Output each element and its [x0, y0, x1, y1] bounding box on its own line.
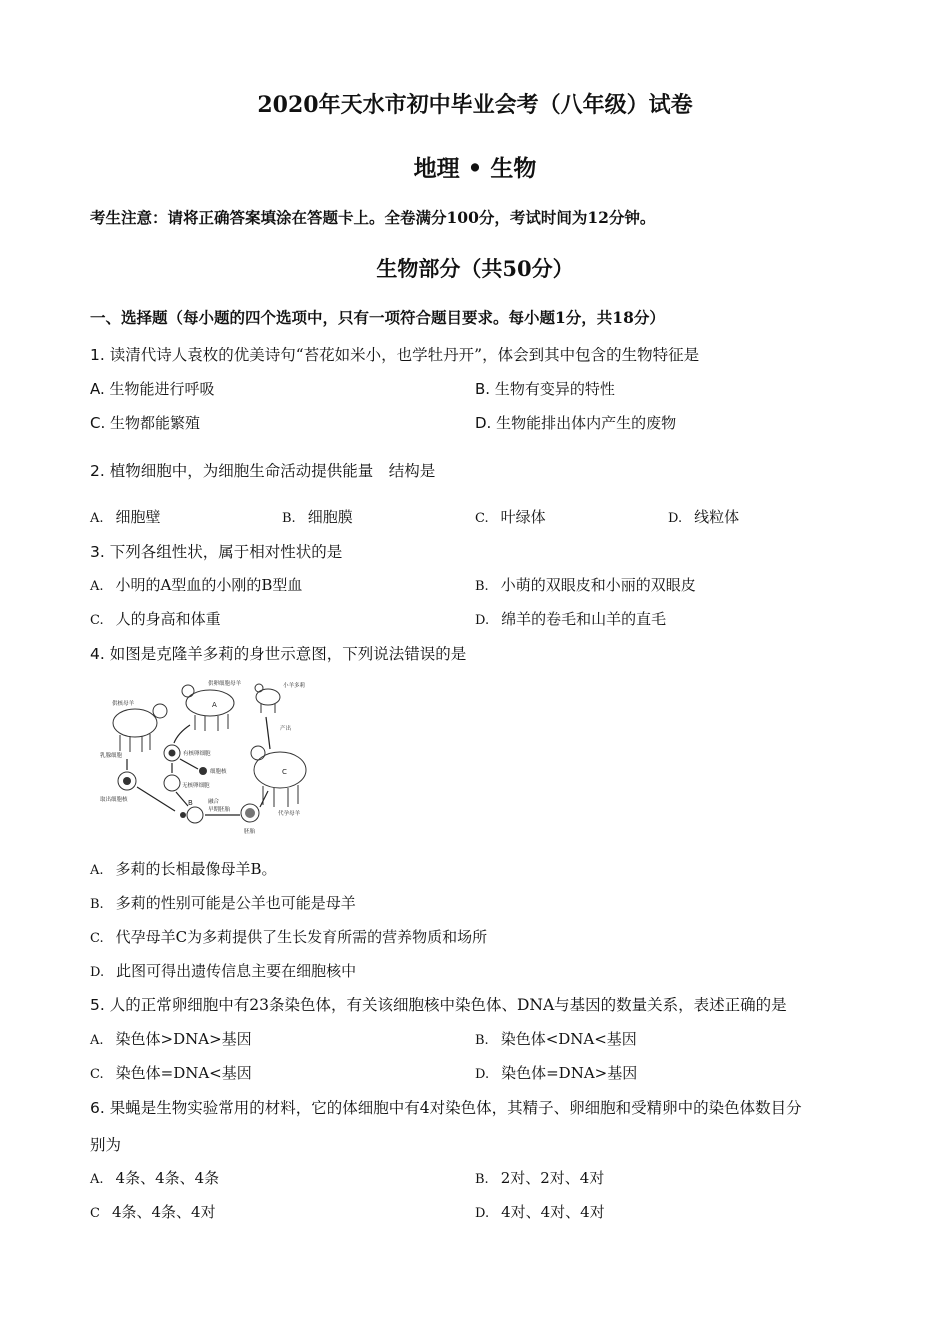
- embryo-core-icon: [245, 808, 255, 818]
- surrogate-sheep-icon: [251, 746, 306, 807]
- q1-option-d: D. 生物能排出体内产生的废物: [475, 414, 677, 432]
- q5-option-a: A. 染色体>DNA>基因: [90, 1030, 252, 1048]
- question-number: 2.: [90, 462, 105, 480]
- label-early-embryo: 早期胚胎: [208, 807, 231, 813]
- q3-option-c: C. 人的身高和体重: [90, 610, 221, 628]
- arrows: [127, 717, 270, 815]
- q6-option-b: B. 2对、2对、4对: [475, 1169, 605, 1187]
- question-number: 3.: [90, 543, 105, 561]
- question-text: 果蝇是生物实验常用的材料，它的体细胞中有4对染色体，其精子、卵细胞和受精卵中的染色体数目分: [109, 1099, 802, 1117]
- label-nucleus: 细胞核: [210, 769, 227, 775]
- question-number: 1.: [90, 346, 105, 364]
- label-b: B: [188, 799, 193, 807]
- label-birth: 产出: [280, 726, 292, 732]
- donor-sheep-icon: [113, 704, 167, 752]
- label-a: A: [212, 701, 217, 709]
- question-1: [90, 343, 699, 365]
- q1-option-c: C. 生物都能繁殖: [90, 414, 201, 432]
- label-extract-nucleus: 取出细胞核: [100, 797, 128, 803]
- label-lamb: 小羊多莉: [283, 683, 306, 689]
- q3-option-a: A. 小明的A型血的小刚的B型血: [90, 576, 303, 594]
- question-text: 人的正常卵细胞中有23条染色体，有关该细胞核中染色体、DNA与基因的数量关系，表述正确的是: [109, 996, 787, 1014]
- clone-sheep-diagram: [100, 675, 320, 835]
- q3-option-b: B. 小萌的双眼皮和小丽的双眼皮: [475, 576, 696, 594]
- q1-option-a: A. 生物能进行呼吸: [90, 380, 215, 398]
- label-mammary-cell: 乳腺细胞: [100, 753, 123, 759]
- question-text: 下列各组性状，属于相对性状的是: [109, 543, 343, 561]
- fused-cell-icon: [187, 807, 203, 823]
- question-text: 读清代诗人袁枚的优美诗句“苔花如米小，也学牡丹开”，体会到其中包含的生物特征是: [109, 346, 700, 364]
- label-surrogate: 代孕母羊: [278, 811, 301, 817]
- label-fusion: 融合: [208, 799, 220, 805]
- q6-option-c: C 4条、4条、4对: [90, 1203, 216, 1221]
- enucleated-egg-icon: [164, 775, 180, 791]
- q5-option-b: B. 染色体<DNA<基因: [475, 1030, 637, 1048]
- label-nucleated-egg: 有核卵细胞: [183, 751, 211, 757]
- egg-nucleus-icon: [169, 750, 176, 757]
- question-2: [90, 459, 435, 481]
- part-heading: 一、选择题（每小题的四个选项中，只有一项符合题目要求。每小题1分，共18分）: [90, 308, 665, 327]
- q2-option-b: B. 细胞膜: [282, 508, 353, 526]
- removed-nucleus-icon: [199, 767, 207, 775]
- question-3: [90, 540, 342, 562]
- egg-donor-sheep-icon: [182, 685, 234, 731]
- q4-option-d: D. 此图可得出遗传信息主要在细胞核中: [90, 962, 357, 980]
- question-text: 如图是克隆羊多莉的身世示意图，下列说法错误的是: [109, 645, 467, 663]
- lamb-icon: [255, 684, 280, 713]
- q4-option-c: C. 代孕母羊C为多莉提供了生长发育所需的营养物质和场所: [90, 928, 488, 946]
- label-c: C: [282, 768, 287, 776]
- q5-option-c: C. 染色体=DNA<基因: [90, 1064, 252, 1082]
- q3-option-d: D. 绵羊的卷毛和山羊的直毛: [475, 610, 667, 628]
- q2-option-a: A. 细胞壁: [90, 508, 161, 526]
- q1-option-b: B. 生物有变异的特性: [475, 380, 615, 398]
- label-enucleated-egg: 无核卵细胞: [182, 783, 210, 789]
- nucleus-icon: [123, 777, 131, 785]
- injected-nucleus-icon: [180, 812, 186, 818]
- label-donor: 供核母羊: [112, 701, 135, 707]
- q5-option-d: D. 染色体=DNA>基因: [475, 1064, 638, 1082]
- q4-option-a: A. 多莉的长相最像母羊B。: [90, 860, 277, 878]
- question-4: [90, 642, 466, 664]
- question-number: 6.: [90, 1099, 105, 1117]
- label-embryo: 胚胎: [244, 829, 256, 835]
- label-egg-donor: 供卵细胞母羊: [208, 681, 242, 687]
- exam-subject: 地理 • 生物: [413, 155, 537, 182]
- q2-option-d: D. 线粒体: [668, 508, 740, 526]
- question-text: 植物细胞中，为细胞生命活动提供能量 结构是: [109, 462, 436, 480]
- question-number: 4.: [90, 645, 105, 663]
- question-5: [90, 993, 787, 1015]
- exam-notice: 考生注意：请将正确答案填涂在答题卡上。全卷满分100分，考试时间为12分钟。: [90, 208, 656, 227]
- question-6-continued: 别为: [90, 1136, 122, 1154]
- question-6: [90, 1096, 802, 1118]
- q6-option-d: D. 4对、4对、4对: [475, 1203, 605, 1221]
- section-title: 生物部分（共50分）: [376, 256, 574, 281]
- exam-title: 2020年天水市初中毕业会考（八年级）试卷: [257, 92, 693, 118]
- q6-option-a: A. 4条、4条、4条: [90, 1169, 220, 1187]
- q2-option-c: C. 叶绿体: [475, 508, 546, 526]
- question-number: 5.: [90, 996, 105, 1014]
- q4-option-b: B. 多莉的性别可能是公羊也可能是母羊: [90, 894, 356, 912]
